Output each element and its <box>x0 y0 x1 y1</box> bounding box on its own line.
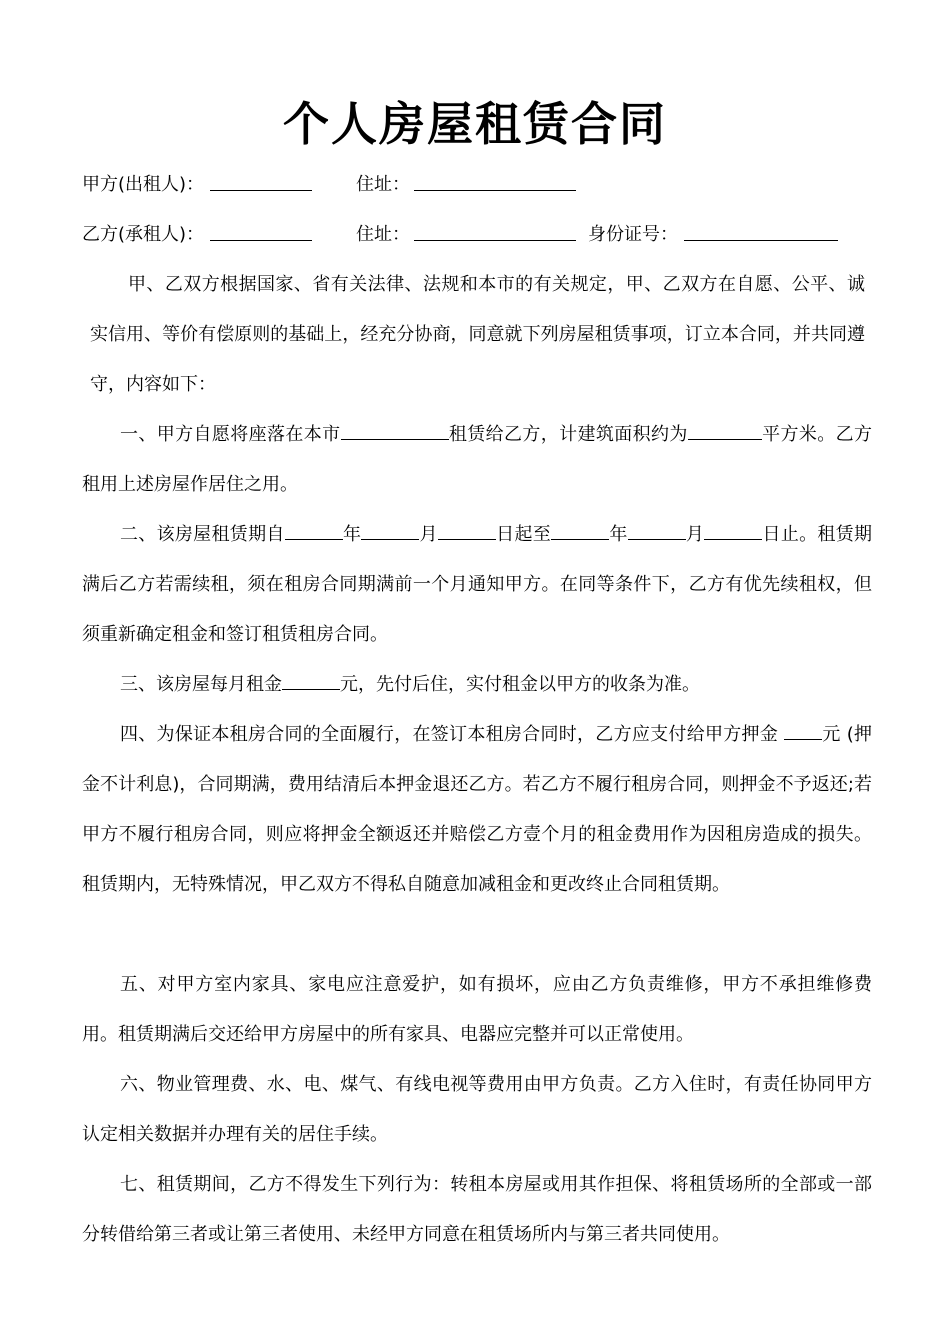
party-b-row <box>82 222 882 248</box>
year-label: 年 <box>342 524 362 545</box>
year-label: 年 <box>609 524 628 545</box>
location-blank[interactable] <box>341 421 449 440</box>
monthly-rent-blank[interactable] <box>282 671 340 690</box>
clause-2-text-b: 日止。租赁期满后乙方若需续租，须在租房合同期满前一个月通知甲方。在同等条件下，乙方有优先续租权，但须重新确定租金和签订租赁租房合同。 <box>82 524 873 645</box>
start-day-blank[interactable] <box>438 521 496 540</box>
clause-3 <box>82 660 872 710</box>
clause-1 <box>82 410 872 510</box>
clause-7: 七、租赁期间，乙方不得发生下列行为：转租本房屋或用其作担保、将租赁场所的全部或一部分转借给第三者或让第三者使用、未经甲方同意在租赁场所内与第三者共同使用。 <box>82 1174 872 1245</box>
start-year-blank[interactable] <box>285 521 343 540</box>
month-label: 月 <box>685 524 705 545</box>
day-from-label: 日起至 <box>495 524 552 545</box>
clause-3-text-a: 三、该房屋每月租金 <box>120 674 282 695</box>
end-day-blank[interactable] <box>704 521 762 540</box>
end-year-blank[interactable] <box>551 521 609 540</box>
party-b-label: 乙方(承租人)： <box>82 224 205 245</box>
clause-4-text-b: 元 (押金不计利息)，合同期满，费用结清后本押金退还乙方。若乙方不履行租房合同，则押金不予返还;若甲方不履行租房合同，则应将押金全额返还并赔偿乙方壹个月的租金费用作为因租房造成的损失。租赁期内，无特殊情况，甲乙双方不得私自随意加减租金和更改终止合同租赁期。 <box>82 724 872 895</box>
clause-2 <box>82 510 872 660</box>
party-b-id-blank[interactable] <box>684 222 838 241</box>
area-blank[interactable] <box>688 421 762 440</box>
clause-3-text-b: 元，先付后住，实付租金以甲方的收条为准。 <box>340 674 700 695</box>
deposit-blank[interactable] <box>784 721 822 740</box>
party-a-row <box>82 172 882 198</box>
start-month-blank[interactable] <box>361 521 419 540</box>
party-b-name-blank[interactable] <box>210 222 312 241</box>
clause-4 <box>82 710 872 910</box>
party-a-address-blank[interactable] <box>414 172 576 191</box>
clause-6: 六、物业管理费、水、电、煤气、有线电视等费用由甲方负责。乙方入住时，有责任协同甲方认定相关数据并办理有关的居住手续。 <box>82 1074 872 1145</box>
clause-5: 五、对甲方室内家具、家电应注意爱护，如有损坏，应由乙方负责维修，甲方不承担维修费用。租赁期满后交还给甲方房屋中的所有家具、电器应完整并可以正常使用。 <box>82 974 872 1045</box>
end-month-blank[interactable] <box>628 521 686 540</box>
clause-1-text-b: 租赁给乙方，计建筑面积约为 <box>448 424 688 445</box>
party-a-name-blank[interactable] <box>210 172 312 191</box>
clause-1-text-c: 平方米。乙方租用上述房屋作居住之用。 <box>82 424 872 495</box>
party-b-address-blank[interactable] <box>414 222 576 241</box>
month-label: 月 <box>419 524 438 545</box>
clause-1-text-a: 一、甲方自愿将座落在本市 <box>120 424 341 445</box>
party-a-label: 甲方(出租人)： <box>82 174 205 195</box>
party-b-id-label: 身份证号： <box>588 224 678 245</box>
intro-paragraph: 甲、乙双方根据国家、省有关法律、法规和本市的有关规定，甲、乙双方在自愿、公平、诚实信用、等价有偿原则的基础上，经充分协商，同意就下列房屋租赁事项，订立本合同，并共同遵守，内容如下： <box>90 274 865 395</box>
clause-2-text-a: 二、该房屋租赁期自 <box>120 524 285 545</box>
party-b-address-label: 住址： <box>356 224 410 245</box>
clause-4-text-a: 四、为保证本租房合同的全面履行，在签订本租房合同时，乙方应支付给甲方押金 <box>120 724 779 745</box>
document-title: 个人房屋租赁合同 <box>283 97 667 151</box>
party-a-address-label: 住址： <box>356 174 410 195</box>
